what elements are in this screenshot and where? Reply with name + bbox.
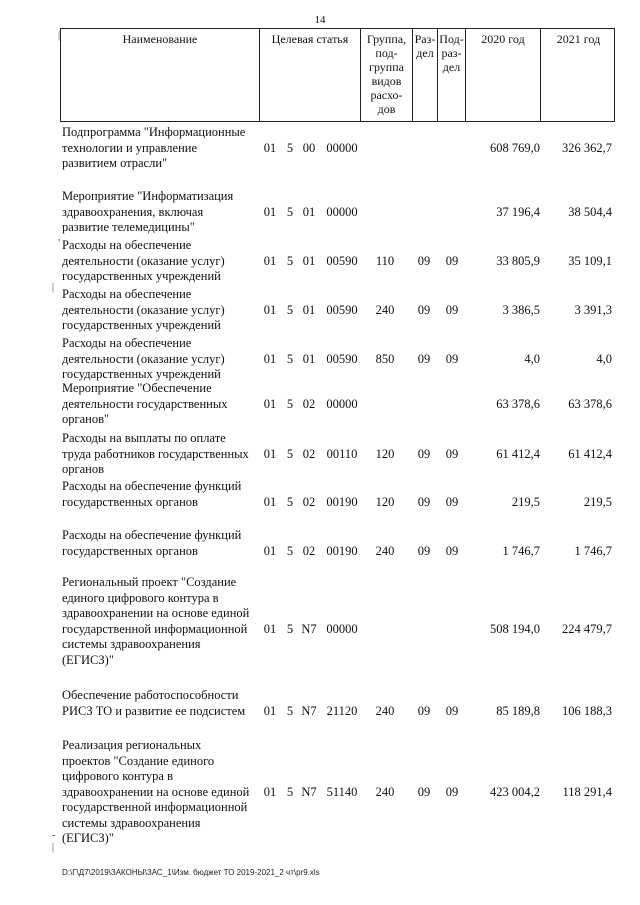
value-2020: 61 412,4 <box>496 446 540 461</box>
code-program: 01 <box>263 703 277 718</box>
code-subprogram: 5 <box>286 253 294 268</box>
code-subprogram: 5 <box>286 494 294 509</box>
code-event: 01 <box>302 302 316 317</box>
code-program: 01 <box>263 494 277 509</box>
row-name: Региональный проект "Создание единого цифрового контура в здравоохранении на основе единой государственной информационной системы здравоохранения (ЕГИСЗ)" <box>62 575 250 667</box>
code-program: 01 <box>263 543 277 558</box>
code-event: 02 <box>302 494 316 509</box>
row-name: Расходы на обеспечение функций государственных органов <box>62 479 242 509</box>
value-2021: 1 746,7 <box>574 543 612 558</box>
code-direction: 00590 <box>326 302 358 317</box>
value-2021: 38 504,4 <box>568 204 612 219</box>
value-2021: 219,5 <box>583 494 612 509</box>
subsection-code: 09 <box>445 253 459 268</box>
code-program: 01 <box>263 204 277 219</box>
code-event: N7 <box>301 784 317 799</box>
row-name: Обеспечение работоспособности РИСЗ ТО и развитие ее подсистем <box>62 688 246 718</box>
value-2020: 3 386,5 <box>502 302 540 317</box>
code-subprogram: 5 <box>286 543 294 558</box>
code-subprogram: 5 <box>286 784 294 799</box>
code-direction: 00000 <box>326 621 358 636</box>
code-program: 01 <box>263 784 277 799</box>
row-name: Реализация региональных проектов "Создание единого цифрового контура в здравоохранении на основе единой государственной информационной системы здравоохранения (ЕГИСЗ)" <box>62 738 250 845</box>
row-name: Расходы на обеспечение функций государственных органов <box>62 528 242 558</box>
expense-group: 240 <box>375 543 395 558</box>
header-section: Раз- дел <box>413 29 438 121</box>
value-2021: 61 412,4 <box>568 446 612 461</box>
margin-mark: | <box>58 30 61 41</box>
row-name: Подпрограмма "Информационные технологии и управление развитием отрасли" <box>62 125 246 170</box>
value-2020: 608 769,0 <box>490 140 540 155</box>
code-subprogram: 5 <box>286 446 294 461</box>
margin-mark: , <box>58 232 61 243</box>
value-2021: 224 479,7 <box>562 621 612 636</box>
margin-mark: | <box>52 282 55 293</box>
code-direction: 51140 <box>326 784 358 799</box>
section-code: 09 <box>417 253 431 268</box>
code-direction: 21120 <box>326 703 358 718</box>
code-event: 02 <box>302 543 316 558</box>
code-subprogram: 5 <box>286 703 294 718</box>
table-header <box>60 28 615 122</box>
expense-group: 240 <box>375 784 395 799</box>
section-code: 09 <box>417 446 431 461</box>
row-name: Расходы на обеспечение деятельности (оказание услуг) государственных учреждений <box>62 238 225 283</box>
row-name: Расходы на обеспечение деятельности (оказание услуг) государственных учреждений <box>62 287 225 332</box>
value-2020: 33 805,9 <box>496 253 540 268</box>
code-program: 01 <box>263 621 277 636</box>
margin-mark: - <box>52 830 56 841</box>
value-2021: 326 362,7 <box>562 140 612 155</box>
code-direction: 00590 <box>326 351 358 366</box>
code-direction: 00590 <box>326 253 358 268</box>
subsection-code: 09 <box>445 494 459 509</box>
value-2021: 63 378,6 <box>568 396 612 411</box>
value-2020: 508 194,0 <box>490 621 540 636</box>
expense-group: 240 <box>375 703 395 718</box>
header-year-2021: 2021 год <box>556 32 601 46</box>
row-name: Мероприятие "Обеспечение деятельности государственных органов" <box>62 381 228 426</box>
subsection-code: 09 <box>445 703 459 718</box>
value-2021: 3 391,3 <box>574 302 612 317</box>
row-name: Расходы на обеспечение деятельности (оказание услуг) государственных учреждений <box>62 336 225 381</box>
code-program: 01 <box>263 396 277 411</box>
value-2020: 1 746,7 <box>502 543 540 558</box>
code-subprogram: 5 <box>286 302 294 317</box>
code-direction: 00000 <box>326 396 358 411</box>
code-program: 01 <box>263 351 277 366</box>
expense-group: 120 <box>375 494 395 509</box>
code-subprogram: 5 <box>286 396 294 411</box>
subsection-code: 09 <box>445 543 459 558</box>
code-program: 01 <box>263 140 277 155</box>
expense-group: 850 <box>375 351 395 366</box>
header-name: Наименование <box>61 29 260 121</box>
code-event: 01 <box>302 204 316 219</box>
expense-group: 110 <box>375 253 395 268</box>
header-target-article: Целевая статья <box>260 29 361 121</box>
code-program: 01 <box>263 446 277 461</box>
subsection-code: 09 <box>445 351 459 366</box>
value-2020: 219,5 <box>511 494 540 509</box>
code-event: 01 <box>302 253 316 268</box>
header-subsection: Под- раз- дел <box>438 29 466 121</box>
code-direction: 00000 <box>326 204 358 219</box>
code-event: 01 <box>302 351 316 366</box>
expense-group: 240 <box>375 302 395 317</box>
file-path-footer: D:\Г\Д7\2019\ЗАКОНЫ\ЗАС_1\Изм. бюджет ТО 2019-2021_2 чт\pr9.xls <box>62 868 320 877</box>
value-2021: 106 188,3 <box>562 703 612 718</box>
code-event: N7 <box>301 621 317 636</box>
code-subprogram: 5 <box>286 621 294 636</box>
header-year-2020: 2020 год <box>466 29 541 121</box>
subsection-code: 09 <box>445 784 459 799</box>
margin-mark: | <box>52 842 55 853</box>
code-program: 01 <box>263 253 277 268</box>
code-subprogram: 5 <box>286 204 294 219</box>
code-program: 01 <box>263 302 277 317</box>
section-code: 09 <box>417 302 431 317</box>
section-code: 09 <box>417 543 431 558</box>
value-2020: 37 196,4 <box>496 204 540 219</box>
page-number: 14 <box>314 14 326 26</box>
section-code: 09 <box>417 351 431 366</box>
row-name: Мероприятие "Информатизация здравоохранения, включая развитие телемедицины" <box>62 189 234 234</box>
subsection-code: 09 <box>445 302 459 317</box>
code-event: 02 <box>302 446 316 461</box>
expense-group: 120 <box>375 446 395 461</box>
value-2020: 423 004,2 <box>490 784 540 799</box>
value-2020: 85 189,8 <box>496 703 540 718</box>
code-subprogram: 5 <box>286 351 294 366</box>
code-direction: 00000 <box>326 140 358 155</box>
value-2020: 4,0 <box>524 351 540 366</box>
section-code: 09 <box>417 494 431 509</box>
code-event: 00 <box>302 140 316 155</box>
section-code: 09 <box>417 784 431 799</box>
header-expense-group: Группа, под- группа видов расхо- дов <box>361 29 413 121</box>
code-event: 02 <box>302 396 316 411</box>
value-2021: 118 291,4 <box>562 784 612 799</box>
code-subprogram: 5 <box>286 140 294 155</box>
section-code: 09 <box>417 703 431 718</box>
code-direction: 00190 <box>326 543 358 558</box>
value-2021: 35 109,1 <box>568 253 612 268</box>
subsection-code: 09 <box>445 446 459 461</box>
code-direction: 00110 <box>326 446 358 461</box>
row-name: Расходы на выплаты по оплате труда работников государственных органов <box>62 431 249 476</box>
code-event: N7 <box>301 703 317 718</box>
value-2020: 63 378,6 <box>496 396 540 411</box>
value-2021: 4,0 <box>596 351 612 366</box>
code-direction: 00190 <box>326 494 358 509</box>
